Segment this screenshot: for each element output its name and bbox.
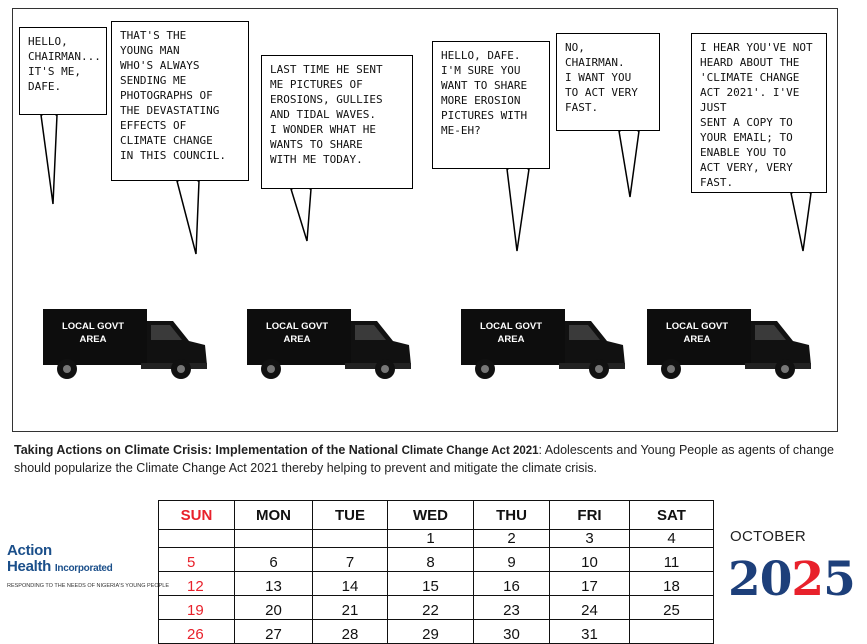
speech-bubble-4: HELLO, DAFE. I'M SURE YOU WANT TO SHARE MORE EROSION PICTURES WITH ME-EH? — [432, 41, 550, 169]
year-part2: 2 — [791, 552, 824, 607]
speech-bubble-5: NO, CHAIRMAN. I WANT YOU TO ACT VERY FAST. — [556, 33, 660, 131]
van-label-line1: LOCAL GOVT — [479, 321, 543, 332]
logo-line2 — [7, 559, 157, 577]
day-header-sun: SUN — [159, 501, 235, 530]
calendar-day-cell: 11 — [630, 548, 714, 572]
caption-body: : Adolescents and Young People as agents of change should popularize the Climate Change Act 2021 thereby helping to prevent and mitigate the climate crisis. — [14, 443, 834, 475]
bubble-tail-4 — [507, 169, 529, 251]
van-label-line1: LOCAL GOVT — [265, 321, 329, 332]
day-header-sat: SAT — [630, 501, 714, 530]
calendar-day-cell — [159, 530, 235, 548]
calendar-day-cell: 10 — [550, 548, 630, 572]
day-header-thu: THU — [474, 501, 550, 530]
van-label-line2: AREA — [683, 334, 711, 345]
logo-line2-main: Health — [7, 558, 52, 575]
action-health-logo — [7, 542, 170, 589]
caption — [14, 442, 854, 477]
calendar-day-cell: 26 — [159, 620, 235, 644]
calendar-day-cell: 23 — [474, 596, 550, 620]
speech-bubble-1: HELLO, CHAIRMAN... IT'S ME, DAFE. — [19, 27, 107, 115]
calendar-week-row — [159, 572, 714, 596]
calendar-grid — [158, 500, 714, 644]
calendar-day-cell: 8 — [388, 548, 474, 572]
caption-act-name: Climate Change Act 2021 — [401, 445, 539, 457]
calendar-day-cell: 18 — [630, 572, 714, 596]
van-body — [247, 309, 411, 379]
bubble-tail-1 — [41, 115, 57, 204]
van-label-line1: LOCAL GOVT — [61, 321, 125, 332]
van-label-line1: LOCAL GOVT — [665, 321, 729, 332]
calendar-week-row — [159, 596, 714, 620]
day-header-fri: FRI — [550, 501, 630, 530]
calendar-day-cell: 6 — [235, 548, 313, 572]
speech-bubble-3: LAST TIME HE SENT ME PICTURES OF EROSIONS, GULLIES AND TIDAL WAVES. I WONDER WHAT HE WANTS TO SHARE WITH ME TODAY. — [261, 55, 413, 189]
calendar-day-cell — [235, 530, 313, 548]
calendar-week-row — [159, 620, 714, 644]
calendar-day-cell: 28 — [313, 620, 388, 644]
calendar-day-cell: 7 — [313, 548, 388, 572]
calendar-day-cell: 1 — [388, 530, 474, 548]
calendar-day-cell: 13 — [235, 572, 313, 596]
calendar-day-cell: 3 — [550, 530, 630, 548]
logo-tagline: RESPONDING TO THE NEEDS OF NIGERIA'S YOUNG PEOPLE — [7, 583, 170, 589]
bubble-tail-3 — [291, 189, 311, 241]
calendar-day-cell: 2 — [474, 530, 550, 548]
caption-bold: Taking Actions on Climate Crisis: Implementation of the National — [14, 443, 399, 457]
comic-panel — [12, 8, 838, 432]
speech-bubble-6: I HEAR YOU'VE NOT HEARD ABOUT THE 'CLIMATE CHANGE ACT 2021'. I'VE JUST SENT A COPY TO YOUR EMAIL; TO ENABLE YOU TO ACT VERY, VERY FAST. — [691, 33, 827, 193]
calendar-day-cell — [313, 530, 388, 548]
calendar-day-cell: 9 — [474, 548, 550, 572]
year-label — [728, 552, 855, 608]
day-header-mon: MON — [235, 501, 313, 530]
van-2 — [245, 307, 413, 383]
calendar-day-cell: 27 — [235, 620, 313, 644]
calendar-day-cell: 14 — [313, 572, 388, 596]
van-label-line2: AREA — [283, 334, 311, 345]
calendar-day-cell: 31 — [550, 620, 630, 644]
calendar-header-row — [159, 501, 714, 530]
month-label: OCTOBER — [730, 528, 807, 545]
van-body — [461, 309, 625, 379]
calendar-day-cell: 16 — [474, 572, 550, 596]
bubble-tail-5 — [619, 131, 639, 197]
calendar-day-cell: 5 — [159, 548, 235, 572]
day-header-tue: TUE — [313, 501, 388, 530]
logo-line1: Action — [7, 542, 52, 559]
van-4 — [645, 307, 813, 383]
van-1 — [41, 307, 209, 383]
calendar-day-cell: 24 — [550, 596, 630, 620]
calendar-day-cell: 19 — [159, 596, 235, 620]
calendar-day-cell — [630, 620, 714, 644]
logo-line2-small: Incorporated — [54, 563, 113, 574]
bubble-tail-6 — [791, 193, 811, 251]
calendar-day-cell: 12 — [159, 572, 235, 596]
bubble-tail-2 — [177, 181, 199, 254]
calendar-day-cell: 15 — [388, 572, 474, 596]
van-3 — [459, 307, 627, 383]
speech-bubble-2: THAT'S THE YOUNG MAN WHO'S ALWAYS SENDING ME PHOTOGRAPHS OF THE DEVASTATING EFFECTS OF CLIMATE CHANGE IN THIS COUNCIL. — [111, 21, 249, 181]
calendar-day-cell: 30 — [474, 620, 550, 644]
van-label-line2: AREA — [497, 334, 525, 345]
year-part1: 20 — [728, 552, 792, 607]
van-body — [647, 309, 811, 379]
van-body — [43, 309, 207, 379]
calendar-day-cell: 20 — [235, 596, 313, 620]
calendar-day-cell: 4 — [630, 530, 714, 548]
calendar-day-cell: 29 — [388, 620, 474, 644]
calendar-week-row — [159, 548, 714, 572]
calendar-day-cell: 22 — [388, 596, 474, 620]
calendar-day-cell: 25 — [630, 596, 714, 620]
day-header-wed: WED — [388, 501, 474, 530]
calendar-day-cell: 21 — [313, 596, 388, 620]
calendar-day-cell: 17 — [550, 572, 630, 596]
calendar-week-row — [159, 530, 714, 548]
van-label-line2: AREA — [79, 334, 107, 345]
year-part3: 5 — [823, 552, 855, 607]
